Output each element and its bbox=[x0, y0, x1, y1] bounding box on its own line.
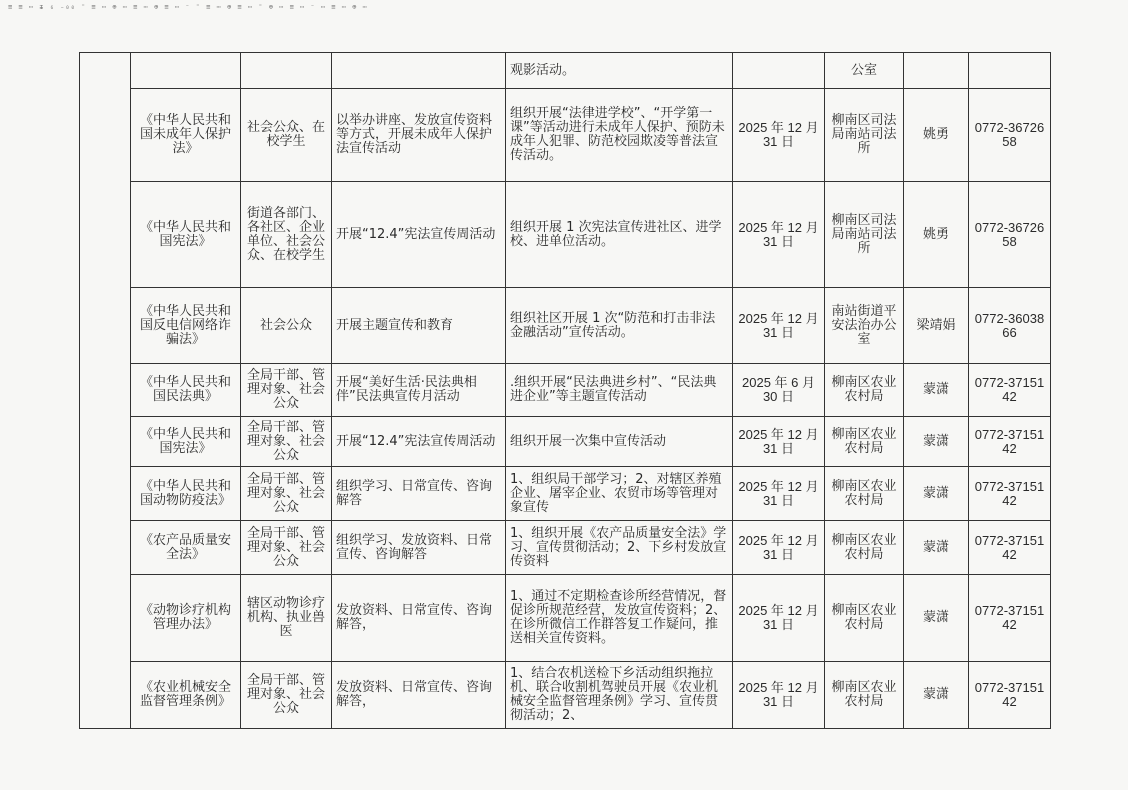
table-row bbox=[80, 662, 1051, 729]
table-row bbox=[80, 182, 1051, 288]
table-row bbox=[80, 288, 1051, 364]
content-cell: 1、组织开展《农产品质量安全法》学习、宣传贯彻活动；2、下乡村发放宣传资料 bbox=[506, 521, 733, 575]
plan-cell: 组织学习、日常宣传、咨询解答 bbox=[332, 467, 506, 521]
unit-cell: 南站街道平安法治办公室 bbox=[825, 288, 904, 364]
date-cell: 2025 年 6 月 30 日 bbox=[733, 364, 825, 417]
phone-cell bbox=[969, 53, 1051, 89]
plan-cell bbox=[332, 53, 506, 89]
person-cell: 姚勇 bbox=[904, 182, 969, 288]
table-row bbox=[80, 575, 1051, 662]
unit-cell: 柳南区司法局南站司法所 bbox=[825, 182, 904, 288]
person-cell: 蒙潇 bbox=[904, 575, 969, 662]
target-cell: 社会公众 bbox=[241, 288, 332, 364]
table-row bbox=[80, 467, 1051, 521]
phone-cell: 0772-3715142 bbox=[969, 364, 1051, 417]
target-cell: 全局干部、管理对象、社会公众 bbox=[241, 417, 332, 467]
content-cell: 观影活动。 bbox=[506, 53, 733, 89]
phone-cell: 0772-3715142 bbox=[969, 467, 1051, 521]
content-cell: .组织开展“民法典进乡村”、“民法典进企业”等主题宣传活动 bbox=[506, 364, 733, 417]
person-cell: 蒙潇 bbox=[904, 417, 969, 467]
scan-header-text: ≡ ≡ ⋯ ᵻ ₆ ₋₀₀ ⁼ ≡ ⋯ ⊕ ⋯ ≡ ⋯ ⊕ ≡ ⋯ ⁻ ⁼ ≡ ⋯ ⊕ ≡ ⋯ ⁼ ⊕ ⋯ ≡ ⋯ ⁻ ⋯ ≡ ⋯ ⊕ ⋯ bbox=[8, 3, 368, 11]
plan-cell: 以举办讲座、发放宣传资料等方式，开展未成年人保护法宣传活动 bbox=[332, 89, 506, 182]
content-cell: 1、通过不定期检查诊所经营情况，督促诊所规范经营，发放宣传资料；2、在诊所微信工作群答复工作疑问，推送相关宣传资料。 bbox=[506, 575, 733, 662]
person-cell: 蒙潇 bbox=[904, 364, 969, 417]
date-cell bbox=[733, 53, 825, 89]
law-cell: 《中华人民共和国动物防疫法》 bbox=[131, 467, 241, 521]
phone-cell: 0772-3672658 bbox=[969, 182, 1051, 288]
table-row bbox=[80, 417, 1051, 467]
plan-cell: 开展“美好生活·民法典相伴”民法典宣传月活动 bbox=[332, 364, 506, 417]
target-cell bbox=[241, 53, 332, 89]
plan-cell: 发放资料、日常宣传、咨询解答， bbox=[332, 575, 506, 662]
target-cell: 辖区动物诊疗机构、执业兽医 bbox=[241, 575, 332, 662]
person-cell: 蒙潇 bbox=[904, 467, 969, 521]
phone-cell: 0772-3715142 bbox=[969, 417, 1051, 467]
scan-header-strip bbox=[0, 0, 1128, 14]
law-cell: 《动物诊疗机构管理办法》 bbox=[131, 575, 241, 662]
unit-cell: 柳南区农业农村局 bbox=[825, 521, 904, 575]
date-cell: 2025 年 12 月 31 日 bbox=[733, 467, 825, 521]
content-cell: 组织开展一次集中宣传活动 bbox=[506, 417, 733, 467]
plan-cell: 开展“12.4”宪法宣传周活动 bbox=[332, 182, 506, 288]
date-cell: 2025 年 12 月 31 日 bbox=[733, 89, 825, 182]
date-cell: 2025 年 12 月 31 日 bbox=[733, 662, 825, 729]
person-cell: 蒙潇 bbox=[904, 662, 969, 729]
content-cell: 1、结合农机送检下乡活动组织拖拉机、联合收割机驾驶员开展《农业机械安全监督管理条例》学习、宣传贯彻活动；2、 bbox=[506, 662, 733, 729]
law-cell: 《中华人民共和国民法典》 bbox=[131, 364, 241, 417]
content-cell: 1、组织局干部学习；2、对辖区养殖企业、屠宰企业、农贸市场等管理对象宣传 bbox=[506, 467, 733, 521]
plan-cell: 开展“12.4”宪法宣传周活动 bbox=[332, 417, 506, 467]
phone-cell: 0772-3672658 bbox=[969, 89, 1051, 182]
phone-cell: 0772-3715142 bbox=[969, 575, 1051, 662]
target-cell: 全局干部、管理对象、社会公众 bbox=[241, 662, 332, 729]
unit-cell: 柳南区司法局南站司法所 bbox=[825, 89, 904, 182]
unit-cell: 柳南区农业农村局 bbox=[825, 364, 904, 417]
unit-cell: 公室 bbox=[825, 53, 904, 89]
target-cell: 全局干部、管理对象、社会公众 bbox=[241, 467, 332, 521]
unit-cell: 柳南区农业农村局 bbox=[825, 575, 904, 662]
plan-cell: 发放资料、日常宣传、咨询解答， bbox=[332, 662, 506, 729]
table-body bbox=[80, 53, 1051, 729]
table-row bbox=[80, 53, 1051, 89]
plan-cell: 组织学习、发放资料、日常宣传、咨询解答 bbox=[332, 521, 506, 575]
target-cell: 社会公众、在校学生 bbox=[241, 89, 332, 182]
phone-cell: 0772-3715142 bbox=[969, 521, 1051, 575]
unit-cell: 柳南区农业农村局 bbox=[825, 662, 904, 729]
unit-cell: 柳南区农业农村局 bbox=[825, 417, 904, 467]
law-cell: 《中华人民共和国宪法》 bbox=[131, 417, 241, 467]
plan-table bbox=[79, 52, 1051, 729]
person-cell: 姚勇 bbox=[904, 89, 969, 182]
table-row bbox=[80, 364, 1051, 417]
content-cell: 组织开展 1 次宪法宣传进社区、进学校、进单位活动。 bbox=[506, 182, 733, 288]
target-cell: 街道各部门、各社区、企业单位、社会公众、在校学生 bbox=[241, 182, 332, 288]
law-cell: 《中华人民共和国宪法》 bbox=[131, 182, 241, 288]
left-margin-cell bbox=[80, 53, 131, 729]
phone-cell: 0772-3603866 bbox=[969, 288, 1051, 364]
plan-cell: 开展主题宣传和教育 bbox=[332, 288, 506, 364]
law-cell bbox=[131, 53, 241, 89]
person-cell bbox=[904, 53, 969, 89]
person-cell: 梁靖娟 bbox=[904, 288, 969, 364]
date-cell: 2025 年 12 月 31 日 bbox=[733, 575, 825, 662]
date-cell: 2025 年 12 月 31 日 bbox=[733, 182, 825, 288]
law-cell: 《农产品质量安全法》 bbox=[131, 521, 241, 575]
content-cell: 组织开展“法律进学校”、“开学第一课”等活动进行未成年人保护、预防未成年人犯罪、防范校园欺凌等普法宣传活动。 bbox=[506, 89, 733, 182]
unit-cell: 柳南区农业农村局 bbox=[825, 467, 904, 521]
date-cell: 2025 年 12 月 31 日 bbox=[733, 417, 825, 467]
content-cell: 组织社区开展 1 次“防范和打击非法金融活动”宣传活动。 bbox=[506, 288, 733, 364]
table-row bbox=[80, 89, 1051, 182]
table-row bbox=[80, 521, 1051, 575]
target-cell: 全局干部、管理对象、社会公众 bbox=[241, 364, 332, 417]
phone-cell: 0772-3715142 bbox=[969, 662, 1051, 729]
law-cell: 《农业机械安全监督管理条例》 bbox=[131, 662, 241, 729]
law-cell: 《中华人民共和国反电信网络诈骗法》 bbox=[131, 288, 241, 364]
person-cell: 蒙潇 bbox=[904, 521, 969, 575]
date-cell: 2025 年 12 月 31 日 bbox=[733, 288, 825, 364]
law-cell: 《中华人民共和国未成年人保护法》 bbox=[131, 89, 241, 182]
target-cell: 全局干部、管理对象、社会公众 bbox=[241, 521, 332, 575]
date-cell: 2025 年 12 月 31 日 bbox=[733, 521, 825, 575]
